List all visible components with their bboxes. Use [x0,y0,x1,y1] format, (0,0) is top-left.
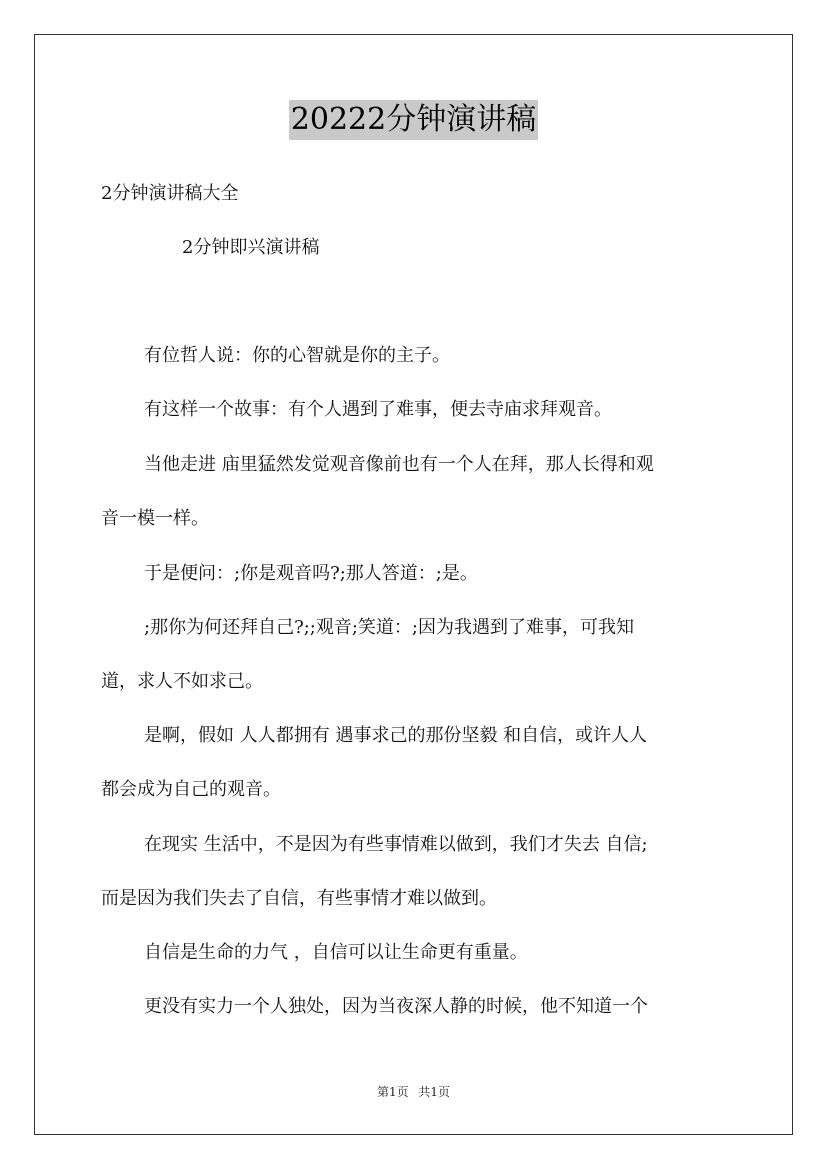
page-footer [0,1084,827,1100]
paragraph-line: 都会成为自己的观音。 [101,779,281,800]
paragraph-line: 更没有实力一个人独处，因为当夜深人静的时候，他不知道一个 [144,996,648,1017]
paragraph-line: 道，求人不如求己。 [101,671,263,692]
paragraph-line: ;那你为何还拜自己?;;观音;笑道：;因为我遇到了难事，可我知 [144,617,634,638]
paragraph-line: 有这样一个故事：有个人遇到了难事，便去寺庙求拜观音。 [144,399,612,420]
document-title: 20222分钟演讲稿 [289,100,538,140]
paragraph-line: 在现实 生活中，不是因为有些事情难以做到，我们才失去 自信; [144,834,648,855]
title-container [0,100,827,140]
section-heading: 2分钟即兴演讲稿 [182,237,320,258]
paragraph-line: 而是因为我们失去了自信，有些事情才难以做到。 [101,888,497,909]
paragraph-line: 有位哲人说：你的心智就是你的主子。 [144,345,450,366]
paragraph-line: 音一模一样。 [101,508,209,529]
page-total: 共1页 [418,1085,451,1099]
paragraph-line: 于是便问：;你是观音吗?;那人答道：;是。 [144,563,478,584]
document-subtitle: 2分钟演讲稿大全 [101,183,239,204]
paragraph-line: 自信是生命的力气 ，自信可以让生命更有重量。 [144,942,528,963]
page-number: 第1页 [376,1085,409,1099]
paragraph-line: 是啊，假如 人人都拥有 遇事求己的那份坚毅 和自信，或许人人 [144,725,648,746]
paragraph-line: 当他走进 庙里猛然发觉观音像前也有一个人在拜，那人长得和观 [144,454,654,475]
